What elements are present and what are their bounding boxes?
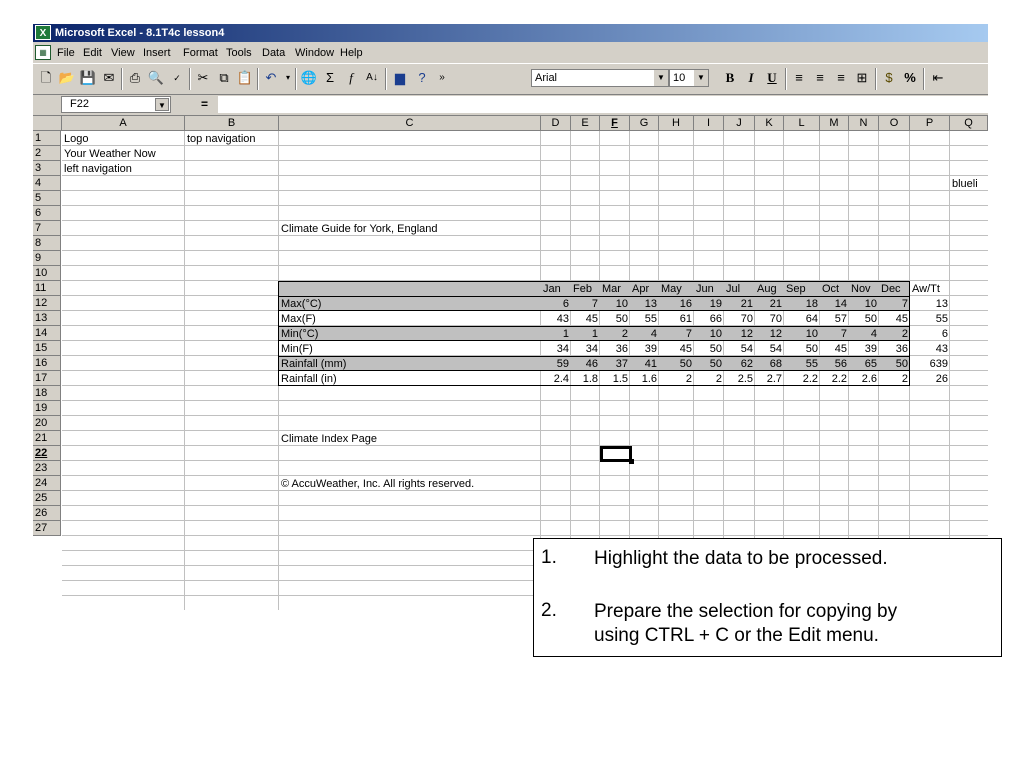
row-header-12[interactable]: 12 <box>33 296 61 311</box>
merge-center-icon[interactable]: ⊞ <box>856 70 868 85</box>
gridline-horizontal <box>62 475 988 476</box>
climate-value[interactable]: 34 <box>556 343 569 355</box>
gridline-horizontal <box>62 520 988 521</box>
climate-value[interactable]: 2.2 <box>802 373 818 385</box>
copy-icon[interactable]: ⧉ <box>219 70 229 85</box>
row-header-2[interactable]: 2 <box>33 146 61 161</box>
climate-value[interactable]: 2.6 <box>861 373 877 385</box>
underline-button[interactable]: U <box>767 70 777 85</box>
row-header-25[interactable]: 25 <box>33 491 61 506</box>
climate-row-label[interactable]: Max(°C) <box>281 298 322 310</box>
column-header-e[interactable]: E <box>571 116 600 131</box>
currency-icon[interactable]: $ <box>885 70 893 85</box>
row-header-14[interactable]: 14 <box>33 326 61 341</box>
autosum-icon[interactable]: Σ <box>325 70 335 85</box>
climate-value[interactable]: 2.7 <box>766 373 782 385</box>
climate-value[interactable]: 10 <box>615 298 628 310</box>
climate-value[interactable]: 50 <box>805 343 818 355</box>
column-header-j[interactable]: J <box>724 116 755 131</box>
month-header[interactable]: Apr <box>632 283 650 295</box>
climate-value[interactable]: 55 <box>805 358 818 370</box>
step-2-line-2: using CTRL + C or the Edit menu. <box>594 625 879 646</box>
column-header-o[interactable]: O <box>879 116 910 131</box>
cut-icon[interactable]: ✂ <box>197 70 209 85</box>
excel-icon: X <box>35 25 51 40</box>
climate-value[interactable]: 55 <box>935 313 948 325</box>
climate-value[interactable]: 59 <box>556 358 569 370</box>
menu-edit[interactable]: Edit <box>83 47 102 59</box>
gridline-horizontal <box>62 505 988 506</box>
climate-value[interactable]: 64 <box>805 313 818 325</box>
gridline-horizontal <box>62 175 988 176</box>
cell-c7[interactable]: Climate Guide for York, England <box>281 223 438 235</box>
cell-c24[interactable]: © AccuWeather, Inc. All rights reserved. <box>281 478 475 490</box>
formula-bar <box>33 95 988 116</box>
month-header[interactable]: Oct <box>822 283 840 295</box>
column-header-m[interactable]: M <box>820 116 849 131</box>
climate-value[interactable]: 37 <box>615 358 628 370</box>
climate-value[interactable]: 61 <box>679 313 692 325</box>
decrease-indent-icon[interactable]: ⇤ <box>932 70 944 85</box>
climate-value[interactable]: 1.5 <box>612 373 628 385</box>
climate-value[interactable]: 2.2 <box>831 373 847 385</box>
gridline-horizontal <box>62 400 988 401</box>
climate-value[interactable]: 50 <box>864 313 877 325</box>
row-header-5[interactable]: 5 <box>33 191 61 206</box>
climate-row-label[interactable]: Rainfall (in) <box>281 373 337 385</box>
gridline-horizontal <box>62 490 988 491</box>
cell-q4[interactable]: blueli <box>952 178 978 190</box>
climate-value[interactable]: 1.6 <box>641 373 657 385</box>
menu-file[interactable]: File <box>57 47 75 59</box>
toolbar-separator <box>295 68 297 90</box>
climate-value[interactable]: 7 <box>840 328 847 340</box>
climate-value[interactable]: 7 <box>685 328 692 340</box>
climate-value[interactable]: 36 <box>615 343 628 355</box>
climate-value[interactable]: 41 <box>644 358 657 370</box>
bold-button[interactable]: B <box>725 70 735 85</box>
cell-b1[interactable]: top navigation <box>187 133 256 145</box>
climate-value[interactable]: 39 <box>644 343 657 355</box>
climate-value[interactable]: 10 <box>709 328 722 340</box>
climate-value[interactable]: 7 <box>901 298 908 310</box>
chevron-down-icon[interactable]: ▼ <box>654 70 668 86</box>
row-header-26[interactable]: 26 <box>33 506 61 521</box>
new-icon[interactable]: 🗋 <box>40 70 52 85</box>
row-header-8[interactable]: 8 <box>33 236 61 251</box>
align-right-icon[interactable]: ≡ <box>837 70 845 85</box>
menu-view[interactable]: View <box>111 47 135 59</box>
row-header-17[interactable]: 17 <box>33 371 61 386</box>
climate-row-label[interactable]: Rainfall (mm) <box>281 358 347 370</box>
row-header-19[interactable]: 19 <box>33 401 61 416</box>
climate-value[interactable]: 14 <box>834 298 847 310</box>
align-center-icon[interactable]: ≡ <box>816 70 824 85</box>
percent-button[interactable]: % <box>904 70 916 85</box>
climate-value[interactable]: 50 <box>895 358 908 370</box>
climate-value[interactable]: 21 <box>769 298 782 310</box>
gridline-horizontal <box>62 265 988 266</box>
climate-value[interactable]: 2.5 <box>737 373 753 385</box>
align-left-icon[interactable]: ≡ <box>795 70 803 85</box>
toolbar-separator <box>785 68 787 90</box>
month-header[interactable]: Jul <box>726 283 741 295</box>
gridline-horizontal <box>62 460 988 461</box>
paste-function-icon[interactable]: f <box>349 70 353 85</box>
select-all-corner[interactable] <box>33 116 62 131</box>
month-header[interactable]: Jan <box>543 283 561 295</box>
font-name-value: Arial <box>535 72 558 84</box>
row-border <box>278 326 910 341</box>
equals-sign[interactable]: = <box>201 97 209 111</box>
hyperlink-icon[interactable]: 🌐 <box>300 70 318 85</box>
toolbar-separator <box>923 68 925 90</box>
step-2-line-1: Prepare the selection for copying by <box>594 601 898 622</box>
toolbar-separator <box>257 68 259 90</box>
standard-toolbar <box>33 64 988 95</box>
climate-value[interactable]: 54 <box>769 343 782 355</box>
workbook-icon[interactable]: ▦ <box>35 45 51 60</box>
month-header[interactable]: Mar <box>602 283 621 295</box>
climate-value[interactable]: 62 <box>740 358 753 370</box>
climate-value[interactable]: 2 <box>621 328 628 340</box>
step-1-text: Highlight the data to be processed. <box>594 548 888 569</box>
row-header-6[interactable]: 6 <box>33 206 61 221</box>
help-icon[interactable]: ? <box>418 70 426 85</box>
column-header-n[interactable]: N <box>849 116 879 131</box>
row-header-3[interactable]: 3 <box>33 161 61 176</box>
climate-value[interactable]: 45 <box>679 343 692 355</box>
excel-window <box>33 24 988 610</box>
climate-value[interactable]: 1 <box>562 328 569 340</box>
gridline-horizontal <box>62 205 988 206</box>
climate-value[interactable]: 2 <box>715 373 722 385</box>
cell-a1[interactable]: Logo <box>64 133 89 145</box>
climate-value[interactable]: 12 <box>769 328 782 340</box>
climate-value[interactable]: 2 <box>901 328 908 340</box>
menu-insert[interactable]: Insert <box>143 47 171 59</box>
italic-button[interactable]: I <box>748 70 754 85</box>
climate-value[interactable]: 50 <box>709 343 722 355</box>
gridline-horizontal <box>62 535 988 536</box>
name-box-value: F22 <box>70 98 89 110</box>
font-size-select[interactable] <box>669 69 709 87</box>
gridline-horizontal <box>62 445 988 446</box>
open-icon[interactable]: 📂 <box>58 70 76 85</box>
climate-value[interactable]: 45 <box>834 343 847 355</box>
gridline-horizontal <box>62 415 988 416</box>
menu-format[interactable]: Format <box>183 47 218 59</box>
climate-value[interactable]: 68 <box>769 358 782 370</box>
column-header-b[interactable]: B <box>185 116 279 131</box>
climate-row-label[interactable]: Min(F) <box>281 343 313 355</box>
undo-icon[interactable]: ↶ <box>265 70 277 85</box>
step-2-number: 2. <box>541 600 557 621</box>
climate-value[interactable]: 55 <box>644 313 657 325</box>
climate-value[interactable]: 6 <box>562 298 569 310</box>
gridline-horizontal <box>62 220 988 221</box>
formula-input[interactable] <box>218 96 988 113</box>
spreadsheet-grid[interactable] <box>33 116 988 610</box>
month-header[interactable]: Dec <box>881 283 901 295</box>
menu-window[interactable]: Window <box>295 47 335 59</box>
row-header-23[interactable]: 23 <box>33 461 61 476</box>
climate-value[interactable]: 54 <box>740 343 753 355</box>
menu-bar <box>33 43 988 64</box>
row-header-15[interactable]: 15 <box>33 341 61 356</box>
climate-value[interactable]: 7 <box>591 298 598 310</box>
climate-value[interactable]: 70 <box>769 313 782 325</box>
climate-value[interactable]: 2 <box>685 373 692 385</box>
undo-dropdown-icon[interactable]: ▾ <box>285 73 290 82</box>
climate-value[interactable]: 45 <box>895 313 908 325</box>
gridline-horizontal <box>62 235 988 236</box>
column-header-g[interactable]: G <box>630 116 659 131</box>
climate-value[interactable]: 70 <box>740 313 753 325</box>
row-header-10[interactable]: 10 <box>33 266 61 281</box>
climate-value[interactable]: 56 <box>834 358 847 370</box>
climate-value[interactable]: 2.4 <box>553 373 569 385</box>
print-preview-icon[interactable]: 🔍 <box>147 70 165 85</box>
row-header-9[interactable]: 9 <box>33 251 61 266</box>
climate-value[interactable]: 46 <box>585 358 598 370</box>
spelling-icon[interactable]: ✓ <box>173 73 181 83</box>
email-icon[interactable]: ✉ <box>103 70 115 85</box>
gridline-horizontal <box>62 190 988 191</box>
column-header-p[interactable]: P <box>910 116 950 131</box>
climate-value[interactable]: 36 <box>895 343 908 355</box>
save-icon[interactable]: 💾 <box>79 70 97 85</box>
climate-value[interactable]: 18 <box>805 298 818 310</box>
month-header[interactable]: Nov <box>851 283 871 295</box>
column-header-c[interactable]: C <box>279 116 541 131</box>
month-header[interactable]: Feb <box>573 283 592 295</box>
column-header-d[interactable]: D <box>541 116 571 131</box>
climate-value[interactable]: 10 <box>864 298 877 310</box>
row-header-22[interactable]: 22 <box>33 446 61 461</box>
chevron-down-icon[interactable]: ▼ <box>694 70 708 86</box>
climate-value[interactable]: 66 <box>709 313 722 325</box>
gridline-horizontal <box>62 430 988 431</box>
row-header-13[interactable]: 13 <box>33 311 61 326</box>
chevron-down-icon[interactable]: ▼ <box>155 98 169 111</box>
gridline-horizontal <box>62 250 988 251</box>
climate-value[interactable]: 4 <box>870 328 877 340</box>
font-name-select[interactable] <box>531 69 669 87</box>
toolbar-separator <box>385 68 387 90</box>
name-box[interactable] <box>61 96 171 113</box>
row-header-4[interactable]: 4 <box>33 176 61 191</box>
climate-value[interactable]: 21 <box>740 298 753 310</box>
month-header[interactable]: Jun <box>696 283 714 295</box>
month-header[interactable]: Sep <box>786 283 806 295</box>
climate-value[interactable]: 39 <box>864 343 877 355</box>
more-buttons-icon[interactable]: » <box>439 72 445 83</box>
row-header-24[interactable]: 24 <box>33 476 61 491</box>
climate-value[interactable]: 50 <box>615 313 628 325</box>
climate-value[interactable]: 50 <box>679 358 692 370</box>
row-header-27[interactable]: 27 <box>33 521 61 536</box>
climate-value[interactable]: 43 <box>556 313 569 325</box>
font-size-value: 10 <box>673 72 686 84</box>
column-header-q[interactable]: Q <box>950 116 988 131</box>
column-header-i[interactable]: I <box>694 116 724 131</box>
cell-c21[interactable]: Climate Index Page <box>281 433 377 445</box>
climate-value[interactable]: 50 <box>709 358 722 370</box>
climate-value[interactable]: 45 <box>585 313 598 325</box>
window-title: Microsoft Excel - 8.1T4c lesson4 <box>55 27 225 39</box>
row-header-1[interactable]: 1 <box>33 131 61 146</box>
gridline-horizontal <box>62 160 988 161</box>
active-cell-f22[interactable] <box>600 446 632 462</box>
climate-value[interactable]: 10 <box>805 328 818 340</box>
toolbar-separator <box>189 68 191 90</box>
climate-row-label[interactable]: Min(°C) <box>281 328 319 340</box>
gridline-vertical <box>184 131 185 610</box>
row-header-18[interactable]: 18 <box>33 386 61 401</box>
row-header-11[interactable]: 11 <box>33 281 61 296</box>
row-header-16[interactable]: 16 <box>33 356 61 371</box>
climate-value[interactable]: 1.8 <box>582 373 598 385</box>
cell-a2[interactable]: Your Weather Now <box>64 148 156 160</box>
month-header[interactable]: Aw/Tt <box>912 283 940 295</box>
menu-help[interactable]: Help <box>340 47 363 59</box>
column-header-a[interactable]: A <box>62 116 185 131</box>
climate-value[interactable]: 43 <box>935 343 948 355</box>
row-border <box>278 296 910 311</box>
climate-value[interactable]: 65 <box>864 358 877 370</box>
chart-wizard-icon[interactable]: ▆ <box>395 70 405 85</box>
paste-icon[interactable]: 📋 <box>236 70 254 85</box>
climate-value[interactable]: 639 <box>929 358 948 370</box>
climate-value[interactable]: 13 <box>644 298 657 310</box>
column-header-h[interactable]: H <box>659 116 694 131</box>
climate-value[interactable]: 2 <box>901 373 908 385</box>
instruction-callout <box>533 538 1002 657</box>
menu-tools[interactable]: Tools <box>226 47 252 59</box>
climate-value[interactable]: 4 <box>650 328 657 340</box>
row-border <box>278 356 910 371</box>
menu-data[interactable]: Data <box>262 47 286 59</box>
sort-ascending-icon[interactable]: A↓ <box>366 72 378 83</box>
column-header-f[interactable]: F <box>600 116 630 131</box>
toolbar-separator <box>121 68 123 90</box>
climate-value[interactable]: 1 <box>591 328 598 340</box>
print-icon[interactable]: ⎙ <box>129 70 141 85</box>
climate-value[interactable]: 12 <box>740 328 753 340</box>
cell-a3[interactable]: left navigation <box>64 163 132 175</box>
month-header[interactable]: May <box>661 283 682 295</box>
toolbar-separator <box>875 68 877 90</box>
fill-handle[interactable] <box>629 459 634 464</box>
row-header-21[interactable]: 21 <box>33 431 61 446</box>
row-header-7[interactable]: 7 <box>33 221 61 236</box>
climate-value[interactable]: 34 <box>585 343 598 355</box>
climate-row-label[interactable]: Max(F) <box>281 313 316 325</box>
climate-value[interactable]: 16 <box>679 298 692 310</box>
climate-value[interactable]: 57 <box>834 313 847 325</box>
climate-value[interactable]: 13 <box>935 298 948 310</box>
month-header[interactable]: Aug <box>757 283 777 295</box>
step-1-number: 1. <box>541 547 557 568</box>
climate-value[interactable]: 26 <box>935 373 948 385</box>
column-header-k[interactable]: K <box>755 116 784 131</box>
climate-value[interactable]: 6 <box>941 328 948 340</box>
climate-value[interactable]: 19 <box>709 298 722 310</box>
column-header-l[interactable]: L <box>784 116 820 131</box>
title-bar <box>33 24 988 42</box>
row-header-20[interactable]: 20 <box>33 416 61 431</box>
